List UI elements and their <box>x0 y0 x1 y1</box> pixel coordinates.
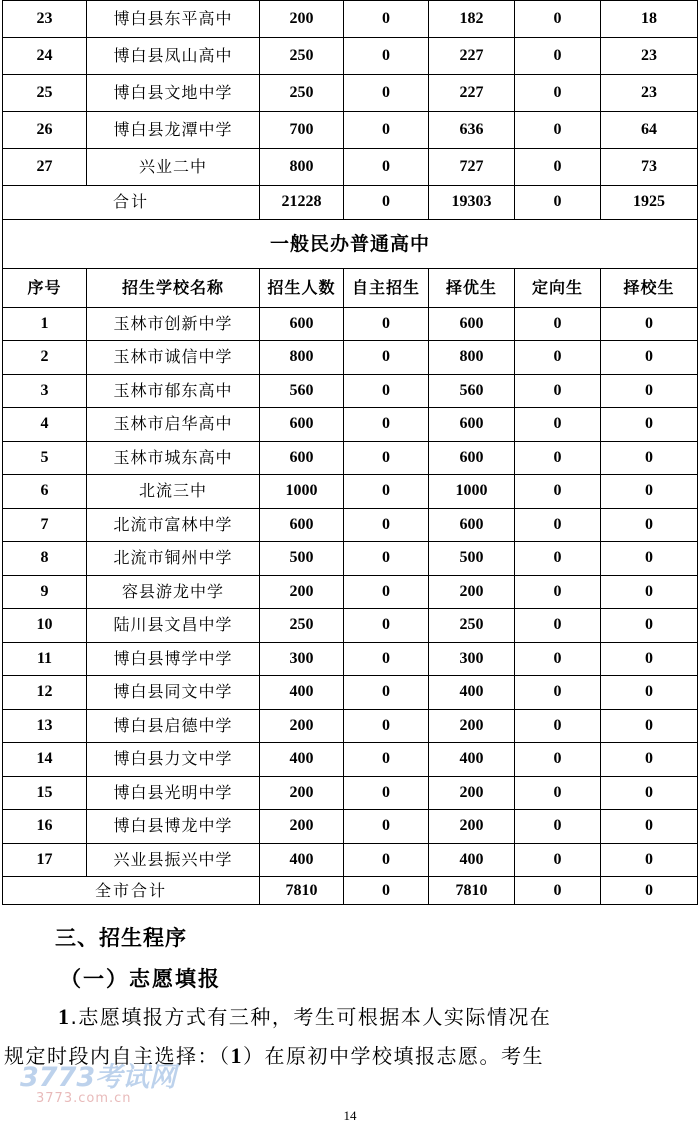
enrollment-table <box>2 0 698 905</box>
grand-total-choice: 0 <box>601 877 698 905</box>
paragraph-text-post: ）在原初中学校填报志愿。考生 <box>243 1044 544 1068</box>
header-no: 序号 <box>3 268 87 307</box>
table-row <box>3 374 698 408</box>
cell-directed: 0 <box>515 843 601 877</box>
cell-plan: 600 <box>260 408 344 442</box>
table-row <box>3 776 698 810</box>
cell-name: 北流市铜州中学 <box>87 542 260 576</box>
cell-name: 博白县博龙中学 <box>87 810 260 844</box>
watermark <box>20 1064 180 1114</box>
header-merit: 择优生 <box>429 268 515 307</box>
cell-merit: 600 <box>429 307 515 341</box>
cell-merit: 636 <box>429 112 515 149</box>
table-row <box>3 709 698 743</box>
cell-self: 0 <box>344 341 429 375</box>
paragraph-line-2 <box>4 1040 544 1069</box>
cell-choice: 73 <box>601 149 698 186</box>
cell-merit: 300 <box>429 642 515 676</box>
cell-plan: 600 <box>260 307 344 341</box>
cell-no: 16 <box>3 810 87 844</box>
cell-choice: 23 <box>601 75 698 112</box>
cell-plan: 600 <box>260 441 344 475</box>
cell-no: 25 <box>3 75 87 112</box>
cell-merit: 500 <box>429 542 515 576</box>
table-row <box>3 609 698 643</box>
cell-choice: 18 <box>601 1 698 38</box>
cell-directed: 0 <box>515 575 601 609</box>
upper-total-row <box>3 186 698 220</box>
cell-choice: 23 <box>601 38 698 75</box>
cell-name: 玉林市创新中学 <box>87 307 260 341</box>
cell-directed: 0 <box>515 341 601 375</box>
cell-merit: 200 <box>429 776 515 810</box>
header-school: 招生学校名称 <box>87 268 260 307</box>
cell-name: 博白县文地中学 <box>87 75 260 112</box>
cell-no: 13 <box>3 709 87 743</box>
section-heading: 三、招生程序 <box>55 926 187 950</box>
cell-no: 6 <box>3 475 87 509</box>
cell-merit: 600 <box>429 408 515 442</box>
cell-no: 9 <box>3 575 87 609</box>
cell-choice: 0 <box>601 609 698 643</box>
cell-choice: 0 <box>601 743 698 777</box>
option-number: 1 <box>230 1043 243 1068</box>
cell-directed: 0 <box>515 709 601 743</box>
cell-plan: 800 <box>260 149 344 186</box>
table-row <box>3 810 698 844</box>
cell-choice: 0 <box>601 642 698 676</box>
cell-choice: 0 <box>601 374 698 408</box>
cell-name: 玉林市启华高中 <box>87 408 260 442</box>
cell-name: 博白县博学中学 <box>87 642 260 676</box>
cell-self: 0 <box>344 542 429 576</box>
cell-name: 博白县同文中学 <box>87 676 260 710</box>
total-choice: 1925 <box>601 186 698 220</box>
cell-plan: 700 <box>260 112 344 149</box>
cell-merit: 250 <box>429 609 515 643</box>
table-row <box>3 542 698 576</box>
cell-name: 玉林市城东高中 <box>87 441 260 475</box>
cell-directed: 0 <box>515 112 601 149</box>
total-merit: 19303 <box>429 186 515 220</box>
cell-plan: 200 <box>260 810 344 844</box>
cell-no: 7 <box>3 508 87 542</box>
cell-self: 0 <box>344 112 429 149</box>
total-directed: 0 <box>515 186 601 220</box>
grand-total-self: 0 <box>344 877 429 905</box>
page-number: 14 <box>343 1108 357 1123</box>
cell-choice: 0 <box>601 843 698 877</box>
cell-no: 8 <box>3 542 87 576</box>
cell-no: 11 <box>3 642 87 676</box>
cell-choice: 0 <box>601 475 698 509</box>
cell-self: 0 <box>344 609 429 643</box>
header-directed: 定向生 <box>515 268 601 307</box>
cell-no: 26 <box>3 112 87 149</box>
cell-choice: 0 <box>601 575 698 609</box>
total-self: 0 <box>344 186 429 220</box>
cell-name: 兴业县振兴中学 <box>87 843 260 877</box>
cell-directed: 0 <box>515 810 601 844</box>
table-row <box>3 307 698 341</box>
cell-self: 0 <box>344 149 429 186</box>
cell-directed: 0 <box>515 441 601 475</box>
cell-no: 27 <box>3 149 87 186</box>
cell-plan: 200 <box>260 575 344 609</box>
cell-directed: 0 <box>515 508 601 542</box>
cell-name: 北流三中 <box>87 475 260 509</box>
cell-choice: 0 <box>601 676 698 710</box>
header-row <box>3 268 698 307</box>
total-label: 合计 <box>3 186 260 220</box>
grand-total-plan: 7810 <box>260 877 344 905</box>
cell-self: 0 <box>344 743 429 777</box>
cell-merit: 200 <box>429 709 515 743</box>
cell-directed: 0 <box>515 609 601 643</box>
cell-choice: 0 <box>601 408 698 442</box>
cell-plan: 400 <box>260 676 344 710</box>
watermark-logo: 3773考试网 <box>20 1062 177 1093</box>
section-title-row <box>3 219 698 268</box>
total-plan: 21228 <box>260 186 344 220</box>
grand-total-merit: 7810 <box>429 877 515 905</box>
cell-name: 博白县光明中学 <box>87 776 260 810</box>
grand-total-label: 全市合计 <box>3 877 260 905</box>
cell-name: 博白县启德中学 <box>87 709 260 743</box>
cell-choice: 0 <box>601 341 698 375</box>
cell-choice: 0 <box>601 508 698 542</box>
cell-merit: 227 <box>429 75 515 112</box>
cell-directed: 0 <box>515 676 601 710</box>
cell-self: 0 <box>344 307 429 341</box>
cell-no: 2 <box>3 341 87 375</box>
cell-directed: 0 <box>515 776 601 810</box>
cell-directed: 0 <box>515 408 601 442</box>
cell-merit: 400 <box>429 843 515 877</box>
cell-merit: 200 <box>429 810 515 844</box>
cell-merit: 400 <box>429 743 515 777</box>
grand-total-row <box>3 877 698 905</box>
cell-plan: 800 <box>260 341 344 375</box>
cell-choice: 0 <box>601 542 698 576</box>
cell-self: 0 <box>344 408 429 442</box>
paragraph-text: .志愿填报方式有三种，考生可根据本人实际情况在 <box>70 1005 552 1029</box>
table-row <box>3 575 698 609</box>
table-row <box>3 441 698 475</box>
table-row <box>3 676 698 710</box>
cell-plan: 250 <box>260 75 344 112</box>
cell-plan: 400 <box>260 843 344 877</box>
cell-no: 4 <box>3 408 87 442</box>
grand-total-directed: 0 <box>515 877 601 905</box>
cell-name: 玉林市郁东高中 <box>87 374 260 408</box>
cell-no: 3 <box>3 374 87 408</box>
cell-no: 1 <box>3 307 87 341</box>
cell-merit: 727 <box>429 149 515 186</box>
header-choice: 择校生 <box>601 268 698 307</box>
cell-self: 0 <box>344 75 429 112</box>
cell-directed: 0 <box>515 475 601 509</box>
cell-self: 0 <box>344 575 429 609</box>
cell-merit: 560 <box>429 374 515 408</box>
cell-choice: 0 <box>601 709 698 743</box>
cell-name: 玉林市诚信中学 <box>87 341 260 375</box>
watermark-url: 3773.com.cn <box>36 1091 132 1106</box>
table-row <box>3 508 698 542</box>
cell-merit: 182 <box>429 1 515 38</box>
cell-self: 0 <box>344 38 429 75</box>
cell-merit: 1000 <box>429 475 515 509</box>
paragraph-line-1 <box>58 1001 551 1030</box>
cell-self: 0 <box>344 1 429 38</box>
cell-merit: 200 <box>429 575 515 609</box>
cell-plan: 250 <box>260 38 344 75</box>
cell-plan: 250 <box>260 609 344 643</box>
cell-self: 0 <box>344 374 429 408</box>
cell-no: 10 <box>3 609 87 643</box>
table-row <box>3 743 698 777</box>
item-number: 1 <box>58 1004 71 1029</box>
cell-no: 5 <box>3 441 87 475</box>
cell-name: 博白县龙潭中学 <box>87 112 260 149</box>
table-row <box>3 38 698 75</box>
cell-self: 0 <box>344 475 429 509</box>
cell-merit: 227 <box>429 38 515 75</box>
cell-plan: 560 <box>260 374 344 408</box>
table-row <box>3 149 698 186</box>
cell-name: 北流市富林中学 <box>87 508 260 542</box>
cell-self: 0 <box>344 642 429 676</box>
cell-plan: 600 <box>260 508 344 542</box>
cell-directed: 0 <box>515 743 601 777</box>
cell-plan: 400 <box>260 743 344 777</box>
cell-no: 15 <box>3 776 87 810</box>
table-row <box>3 408 698 442</box>
table-row <box>3 75 698 112</box>
subsection-heading: （一）志愿填报 <box>60 967 221 991</box>
cell-choice: 0 <box>601 776 698 810</box>
cell-self: 0 <box>344 508 429 542</box>
table-row <box>3 341 698 375</box>
cell-no: 17 <box>3 843 87 877</box>
cell-self: 0 <box>344 441 429 475</box>
cell-plan: 200 <box>260 1 344 38</box>
cell-choice: 64 <box>601 112 698 149</box>
cell-name: 兴业二中 <box>87 149 260 186</box>
cell-plan: 300 <box>260 642 344 676</box>
cell-merit: 800 <box>429 341 515 375</box>
cell-choice: 0 <box>601 307 698 341</box>
cell-no: 24 <box>3 38 87 75</box>
cell-choice: 0 <box>601 810 698 844</box>
cell-no: 23 <box>3 1 87 38</box>
cell-directed: 0 <box>515 374 601 408</box>
header-plan: 招生人数 <box>260 268 344 307</box>
cell-name: 博白县凤山高中 <box>87 38 260 75</box>
cell-no: 12 <box>3 676 87 710</box>
table-row <box>3 1 698 38</box>
cell-directed: 0 <box>515 542 601 576</box>
cell-plan: 200 <box>260 776 344 810</box>
cell-plan: 200 <box>260 709 344 743</box>
cell-self: 0 <box>344 810 429 844</box>
private-table-body <box>3 307 698 877</box>
cell-directed: 0 <box>515 75 601 112</box>
cell-self: 0 <box>344 676 429 710</box>
cell-name: 博白县力文中学 <box>87 743 260 777</box>
table-row <box>3 475 698 509</box>
cell-choice: 0 <box>601 441 698 475</box>
cell-no: 14 <box>3 743 87 777</box>
table-row <box>3 642 698 676</box>
table-row <box>3 112 698 149</box>
cell-self: 0 <box>344 776 429 810</box>
cell-name: 博白县东平高中 <box>87 1 260 38</box>
cell-directed: 0 <box>515 38 601 75</box>
cell-name: 容县游龙中学 <box>87 575 260 609</box>
cell-directed: 0 <box>515 642 601 676</box>
cell-merit: 600 <box>429 508 515 542</box>
cell-directed: 0 <box>515 1 601 38</box>
cell-self: 0 <box>344 709 429 743</box>
cell-directed: 0 <box>515 149 601 186</box>
cell-directed: 0 <box>515 307 601 341</box>
cell-name: 陆川县文昌中学 <box>87 609 260 643</box>
paragraph-text-pre: 规定时段内自主选择：（ <box>4 1044 231 1068</box>
cell-merit: 400 <box>429 676 515 710</box>
table-row <box>3 843 698 877</box>
cell-merit: 600 <box>429 441 515 475</box>
upper-table-body <box>3 1 698 186</box>
cell-plan: 1000 <box>260 475 344 509</box>
section-title: 一般民办普通高中 <box>3 219 698 268</box>
cell-self: 0 <box>344 843 429 877</box>
header-self: 自主招生 <box>344 268 429 307</box>
cell-plan: 500 <box>260 542 344 576</box>
